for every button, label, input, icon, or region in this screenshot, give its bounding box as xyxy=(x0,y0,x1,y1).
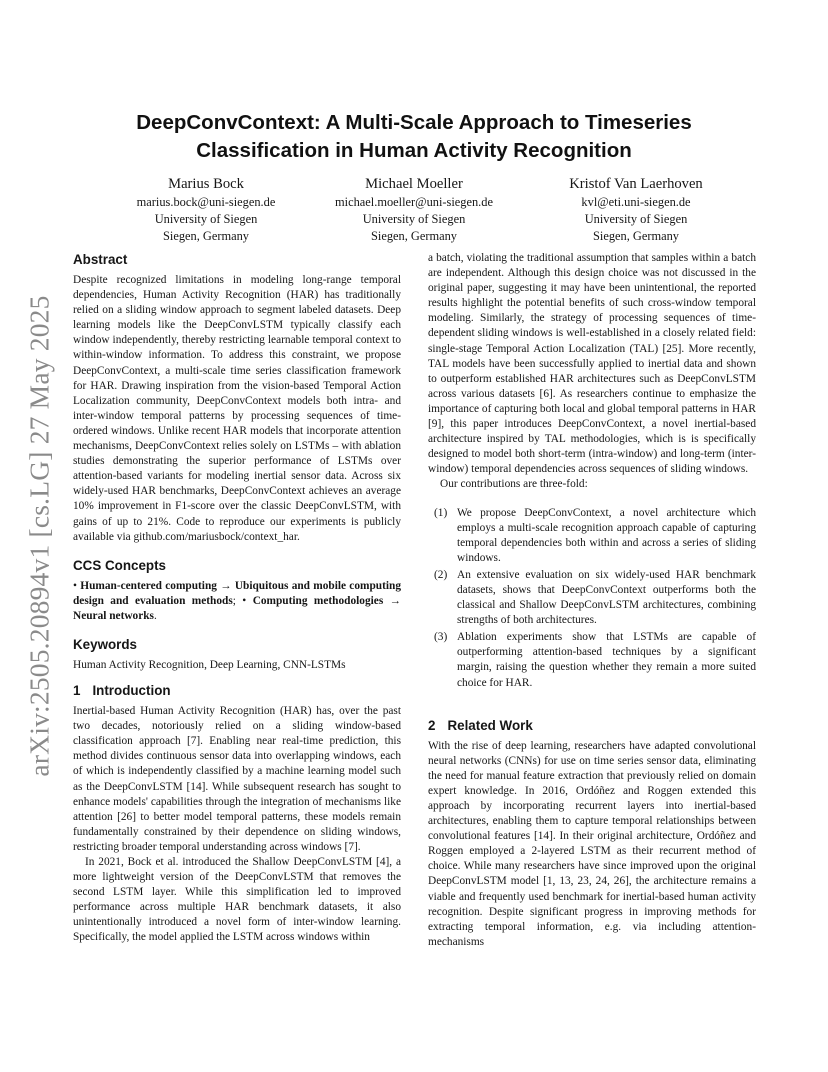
author-location: Siegen, Germany xyxy=(592,228,680,243)
ccs-heading: CCS Concepts xyxy=(73,557,167,573)
list-item-text: We propose DeepConvContext, a novel architecture which employs a multi-scale recognition approach capable of capturing temporal dependencies both within and across a series of sliding windows. xyxy=(457,506,756,564)
ccs-end: . xyxy=(153,609,157,622)
section-title: Related Work xyxy=(447,717,533,733)
section-number: 2 xyxy=(428,717,436,733)
author-email: michael.moeller@uni-siegen.de xyxy=(335,195,493,209)
ccs-concept: Computing methodologies → Neural networks xyxy=(73,594,401,622)
arxiv-identifier-text: arXiv:2505.20894v1 [cs.LG] 27 May 2025 xyxy=(24,295,55,777)
ccs-concepts xyxy=(73,579,401,624)
author-email: kvl@eti.uni-siegen.de xyxy=(581,195,691,209)
abstract-text: Despite recognized limitations in modeling long-range temporal dependencies, Human Activity Recognition (HAR) has traditionally relied on a sliding window approach to segment labeled datasets. Deep learning models like the DeepConvLSTM typically classify each window independently, thereby restricting learnable temporal context to within-window information. To address this constraint, we propose DeepConvContext, a multi-scale time series classification framework for HAR. Drawing inspiration from the vision-based Temporal Action Localization community, DeepConvContext models both intra- and inter-window temporal patterns by processing sequences of time-ordered windows. Unlike recent HAR models that incorporate attention mechanisms, DeepConvContext relies solely on LSTMs – with ablation studies demonstrating the superior performance of LSTMs over attention-based variants for modeling inertial sensor data. Across six widely-used HAR benchmarks, DeepConvContext achieves an average 10% improvement in F1-score over the classic DeepConvLSTM, with gains of up to 21%. Code to reproduce our experiments is publicly available via github.com/mariusbock/context_har. xyxy=(73,274,401,543)
list-item xyxy=(428,568,756,628)
contributions-intro: Our contributions are three-fold: xyxy=(440,478,588,491)
abstract-heading: Abstract xyxy=(73,252,128,267)
list-item-text: An extensive evaluation on six widely-used HAR benchmark datasets, shows that DeepConvContext outperforms both the classical and Shallow DeepConvLSTM architectures, combining strengths of both architectures. xyxy=(457,568,756,627)
ccs-concept: Human-centered computing → Ubiquitous and mobile computing design and evaluation methods xyxy=(73,579,401,607)
related-work-heading xyxy=(428,717,756,734)
author-name: Marius Bock xyxy=(168,176,244,192)
list-item-text: Ablation experiments show that LSTMs are capable of outperforming attention-based techniques by a significant margin, raising the question whether they remain a more suited choice for HAR. xyxy=(457,631,756,689)
left-column xyxy=(73,251,401,946)
related-work-text: With the rise of deep learning, researchers have adapted convolutional neural networks (CNNs) for use on time series sensor data, eliminating the need for manual feature extraction that previously relied on domain expert knowledge. In 2016, Ordóñez and Roggen extended this approach by incorporating recurrent layers into inertial-based architectures, enabling them to capture temporal relationships between convolutional features [14]. In their original architecture, Ordóñez and Roggen employed a 2-layered LSTM as their recurrent method of choice. While many researchers have since improved upon the original DeepConvLSTM model [1, 13, 23, 24, 26], the architecture remains a viable and frequently used benchmark for inertial-based human activity recognition. Despite significant progress in improving methods for extracting temporal information, e.g. via including attention-mechanisms xyxy=(428,739,756,948)
author-block xyxy=(294,175,534,244)
intro-paragraph-2: In 2021, Bock et al. introduced the Shallow DeepConvLSTM [4], a more lightweight version of the DeepConvLSTM that removes the second LSTM layer. While this simplification led to improved performance across multiple HAR benchmark datasets, it also unintentionally introduced a novel form of inter-window learning. Specifically, the model applied the LSTM across windows within xyxy=(73,856,401,944)
author-email: marius.bock@uni-siegen.de xyxy=(136,195,276,209)
author-location: Siegen, Germany xyxy=(370,228,458,243)
author-block xyxy=(86,175,326,244)
author-name: Michael Moeller xyxy=(365,176,463,192)
intro-paragraph-3: a batch, violating the traditional assumption that samples within a batch are independent. Although this design choice was not discussed in the original paper, suggesting it may have been unintentional, the reported results highlight the potential benefits of such cross-window temporal modeling. Similarly, the strategy of processing sequences of time-dependent sliding windows is well-established in a closely related field: single-stage Temporal Action Localization (TAL) [25]. More recently, TAL models have been successfully applied to inertial data and shown to outperform established HAR architectures such as DeepConvLSTM across various datasets [6]. As researchers continue to emphasize the importance of capturing both local and global temporal patterns in HAR [9], this paper introduces DeepConvContext, a novel inertial-based architecture inspired by TAL methodologies, which is is specifically designed to model both short-term (intra-window) and long-term (inter-window) temporal dependencies across sequences of sliding windows. xyxy=(428,252,756,476)
list-item xyxy=(428,506,756,566)
author-location: Siegen, Germany xyxy=(162,228,250,243)
author-block xyxy=(516,175,756,244)
list-marker: (3) xyxy=(434,631,448,644)
author-name: Kristof Van Laerhoven xyxy=(569,176,703,192)
right-column xyxy=(428,251,756,950)
contributions-list xyxy=(428,506,756,691)
paper-title: DeepConvContext: A Multi-Scale Approach to Timeseries Classification in Human Activity Recognition xyxy=(136,111,692,162)
ccs-separator: ; xyxy=(232,594,243,607)
section-title: Introduction xyxy=(92,683,171,699)
intro-paragraph-1: Inertial-based Human Activity Recognition (HAR) has, over the past two decades, notoriously relied on a sliding window-based classification approach [7]. Enabling near real-time prediction, this method divides continuous sensor data into overlapping windows, each of which is independently classified by a machine learning model such as the DeepConvLSTM [14]. While subsequent research has sought to enhance models' capabilities through the integration of mechanisms like attention [26] to better model temporal patterns, these models remain fundamentally constrained by their dependence on sliding windows, restricting broader temporal understanding across windows [7]. xyxy=(73,705,401,853)
list-marker: (2) xyxy=(434,568,448,581)
list-item xyxy=(428,630,756,690)
ccs-bullet: • xyxy=(242,594,247,607)
author-affiliation: University of Siegen xyxy=(154,211,258,226)
keywords-text: Human Activity Recognition, Deep Learning, CNN-LSTMs xyxy=(73,658,346,671)
introduction-heading xyxy=(73,682,401,699)
author-affiliation: University of Siegen xyxy=(584,211,688,226)
ccs-bullet: • xyxy=(73,579,77,592)
keywords-heading: Keywords xyxy=(73,636,137,652)
arxiv-identifier xyxy=(20,296,60,776)
section-number: 1 xyxy=(73,683,81,699)
list-marker: (1) xyxy=(434,506,448,519)
author-affiliation: University of Siegen xyxy=(362,211,466,226)
